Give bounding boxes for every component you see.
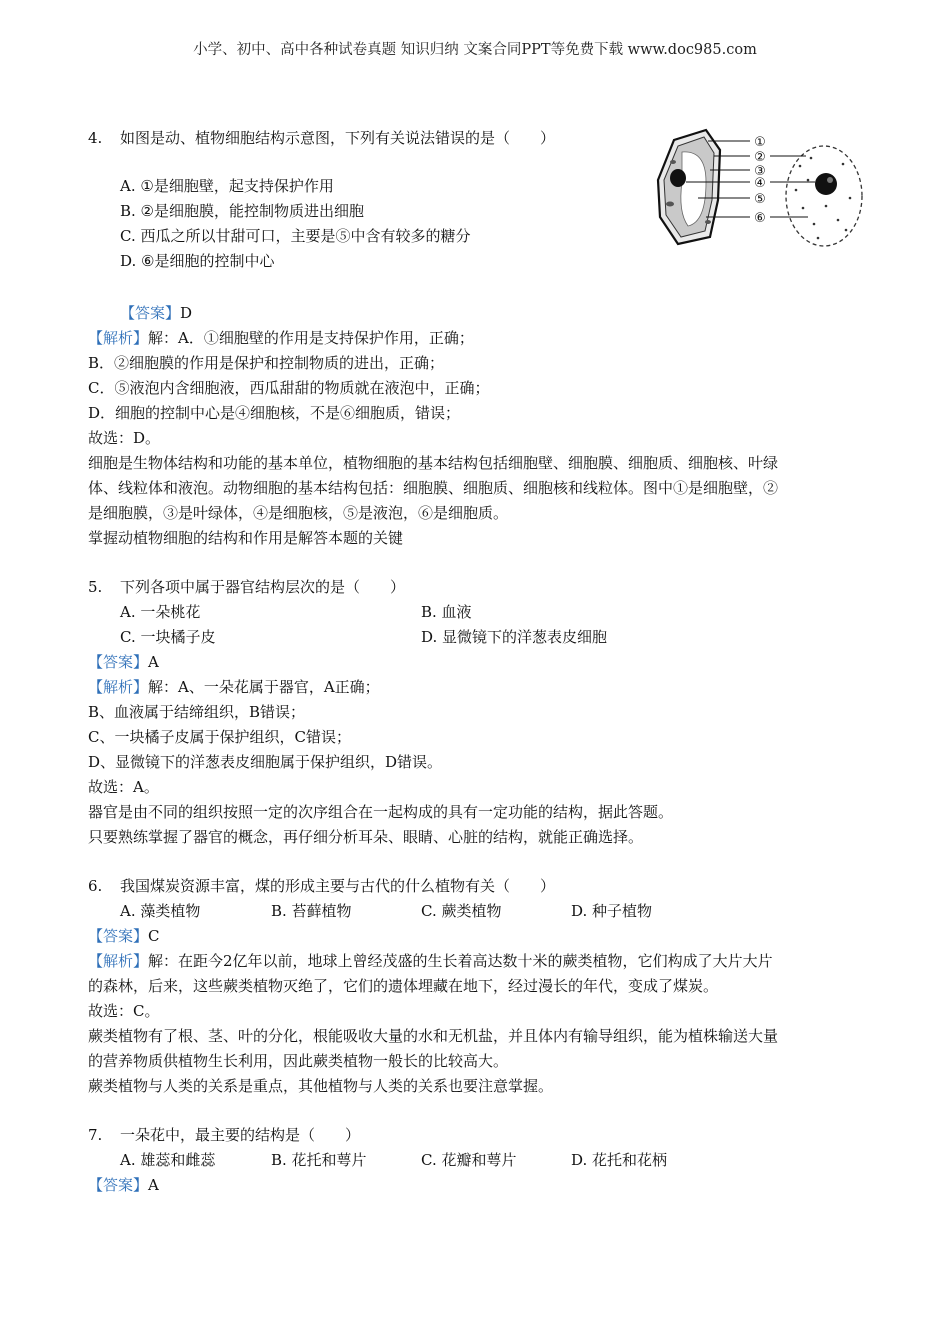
diagram-label-2: ② [754, 150, 766, 165]
q5-analysis-line-2: C、一块橘子皮属于保护组织，C错误； [88, 728, 351, 746]
q6-option-b: B. 苔藓植物 [271, 902, 352, 920]
q4-analysis-line-2: C．⑤液泡内含细胞液，西瓜甜甜的物质就在液泡中，正确； [88, 379, 490, 397]
q5-option-c: C. 一块橘子皮 [120, 628, 216, 646]
q7-answer: 【答案】A [88, 1176, 159, 1194]
q4-analysis-line-3: D．细胞的控制中心是④细胞核，不是⑥细胞质，错误； [88, 404, 461, 422]
q6-option-d: D. 种子植物 [571, 902, 653, 920]
q5-stem: 下列各项中属于器官结构层次的是（ ） [120, 578, 406, 596]
diagram-label-6: ⑥ [754, 211, 766, 226]
q5-analysis-line-6: 只要熟练掌握了器官的概念，再仔细分析耳朵、眼睛、心脏的结构，就能正确选择。 [88, 828, 644, 846]
q5-answer: 【答案】A [88, 653, 159, 671]
q6-analysis-line-0: 【解析】解：在距今2亿年以前，地球上曾经茂盛的生长着高达数十米的蕨类植物，它们构成了大片大片 [88, 952, 773, 970]
q7-option-d: D. 花托和花柄 [571, 1151, 668, 1169]
q6-analysis-line-1: 的森林，后来，这些蕨类植物灭绝了，它们的遗体埋藏在地下，经过漫长的年代，变成了煤炭。 [88, 977, 719, 995]
q7-number: 7. [88, 1126, 103, 1144]
q5-analysis-line-4: 故选：A。 [88, 778, 159, 796]
q5-analysis-line-0: 【解析】解：A、一朵花属于器官，A正确； [88, 678, 380, 696]
q7-stem: 一朵花中，最主要的结构是（ ） [120, 1126, 361, 1144]
q6-number: 6. [88, 877, 103, 895]
q4-answer-value: D [180, 304, 193, 322]
q6-option-c: C. 蕨类植物 [421, 902, 502, 920]
q5-analysis-line-3: D、显微镜下的洋葱表皮细胞属于保护组织，D错误。 [88, 753, 443, 771]
q7-option-c: C. 花瓣和萼片 [421, 1151, 517, 1169]
q6-answer: 【答案】C [88, 927, 160, 945]
analysis-tag: 【解析】 [88, 329, 149, 347]
q4-option-a: A. ①是细胞壁，起支持保护作用 [120, 177, 334, 195]
q6-stem: 我国煤炭资源丰富，煤的形成主要与古代的什么植物有关（ ） [120, 877, 556, 895]
q4-option-c: C. 西瓜之所以甘甜可口，主要是⑤中含有较多的糖分 [120, 227, 471, 245]
q4-option-b: B. ②是细胞膜，能控制物质进出细胞 [120, 202, 365, 220]
diagram-label-3: ③ [754, 164, 766, 179]
diagram-label-5: ⑤ [754, 192, 766, 207]
q4-analysis-line-6: 体、线粒体和液泡。动物细胞的基本结构包括：细胞膜、细胞质、细胞核和线粒体。图中①是细胞壁，② [88, 479, 779, 497]
q5-analysis-line-1: B、血液属于结缔组织，B错误； [88, 703, 306, 721]
q6-option-a: A. 藻类植物 [120, 902, 201, 920]
q5-number: 5. [88, 578, 103, 596]
q4-number: 4. [88, 129, 103, 147]
page-header: 小学、初中、高中各种试卷真题 知识归纳 文案合同PPT等免费下载 www.doc985.com [193, 42, 757, 58]
q4-analysis-line-5: 细胞是生物体结构和功能的基本单位，植物细胞的基本结构包括细胞壁、细胞膜、细胞质、细胞核、叶绿 [88, 454, 779, 472]
cell-structure-diagram [648, 122, 870, 252]
q6-analysis-line-3: 蕨类植物有了根、茎、叶的分化，根能吸收大量的水和无机盐，并且体内有输导组织，能为植株输送大量 [88, 1027, 779, 1045]
q4-analysis-line-4: 故选：D。 [88, 429, 161, 447]
q4-analysis-line-8: 掌握动植物细胞的结构和作用是解答本题的关键 [88, 529, 404, 547]
q5-option-d: D. 显微镜下的洋葱表皮细胞 [421, 628, 608, 646]
q6-analysis-line-5: 蕨类植物与人类的关系是重点，其他植物与人类的关系也要注意掌握。 [88, 1077, 554, 1095]
diagram-label-4: ④ [754, 176, 766, 191]
answer-tag: 【答案】 [120, 304, 181, 322]
q5-option-a: A. 一朵桃花 [120, 603, 201, 621]
q4-analysis-line-7: 是细胞膜，③是叶绿体，④是细胞核，⑤是液泡，⑥是细胞质。 [88, 504, 509, 522]
q4-answer [120, 303, 192, 323]
q7-option-a: A. 雄蕊和雌蕊 [120, 1151, 216, 1169]
q6-analysis-line-2: 故选：C。 [88, 1002, 160, 1020]
diagram-label-1: ① [754, 135, 766, 150]
q4-analysis-line-0: 【解析】解：A．①细胞壁的作用是支持保护作用，正确； [88, 329, 474, 347]
q4-analysis-line-1: B．②细胞膜的作用是保护和控制物质的进出，正确； [88, 354, 445, 372]
q7-option-b: B. 花托和萼片 [271, 1151, 367, 1169]
q5-option-b: B. 血液 [421, 603, 472, 621]
q4-stem: 如图是动、植物细胞结构示意图，下列有关说法错误的是（ ） [120, 129, 556, 147]
q4-option-d: D. ⑥是细胞的控制中心 [120, 252, 275, 270]
q6-analysis-line-4: 的营养物质供植物生长利用，因此蕨类植物一般长的比较高大。 [88, 1052, 509, 1070]
q5-analysis-line-5: 器官是由不同的组织按照一定的次序组合在一起构成的具有一定功能的结构，据此答题。 [88, 803, 674, 821]
